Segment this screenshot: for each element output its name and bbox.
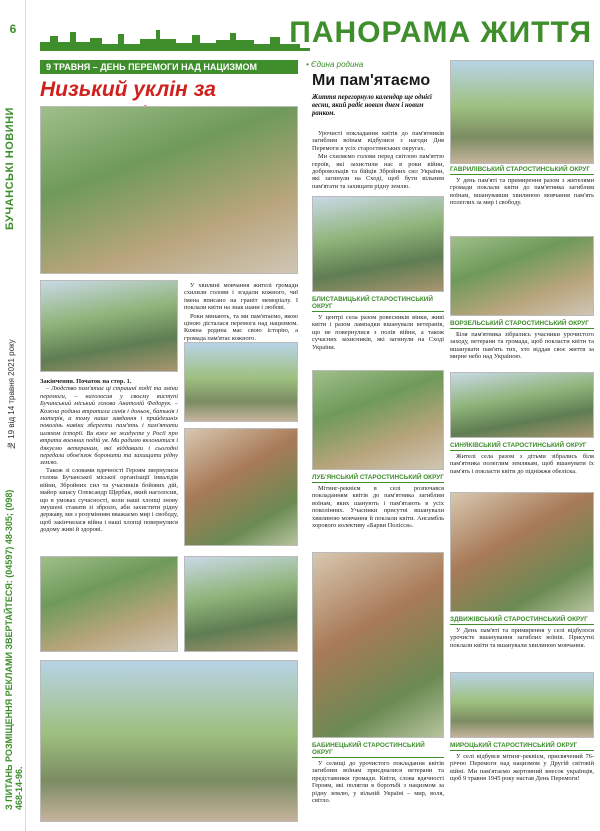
crowd-photo (40, 660, 298, 822)
myrotske-photo (450, 672, 594, 738)
section-heading: ЛУБ'ЯНСЬКИЙ СТАРОСТИНСЬКИЙ ОКРУГ (312, 474, 444, 481)
paragraph: Мітинг-реквієм в селі розпочався покладанням квітів до пам'ятника загиблим воїнам, яких шанують і пам'ятають в усіх поколіннях. Учасники присутні вшанували хвилиною мовчання й поклали квіти. Ансамбль хорового колективу «Барви Полісся». (312, 485, 444, 530)
article-headline: Низький уклін за (40, 78, 216, 101)
paragraph: У День пам'яті та примирення у селі відбулося урочисте вшанування загиблих воїнів. Присутні поклали квіти та вшанували хвилиною мовчання. (450, 627, 594, 649)
paragraph: У селищі до урочистого покладання квітів загиблим воїнам приєдналися ветерани та представники громади. Квіти, слова вдячності Героям, які полягли в боротьбі з нацизмом за рідну землю, у вільній Україні – мир, воля, світло. (312, 760, 444, 805)
memorial-photo (40, 106, 298, 274)
rubric: • Єдина родина (306, 60, 364, 69)
syniak-photo (450, 372, 594, 438)
section-band: 9 ТРАВНЯ – ДЕНЬ ПЕРЕМОГИ НАД НАЦИЗМОМ (40, 60, 298, 74)
speaker-photo (40, 280, 178, 372)
skyline-icon (40, 28, 300, 50)
paragraph: Також зі словами вдячності Героям звернулися голова Бучанської міської організації інвалідів війни, Збройних сил та учасників бойових дій, майор запасу Олександр Щербак, який наголосив, що в умовах сучасності, коли наші хлопці знову змушені ставати зі зброєю, аби захистити рідну державу, ми з розумінням вважаємо мир і свободу, щоб закінчилася війна і наші хлопці повернулися додому живі й здорові. (40, 466, 178, 534)
section-havrylivka (450, 166, 594, 207)
newspaper-title: БУЧАНСЬКІ НОВИНИ (4, 107, 16, 230)
vorzel-photo (450, 236, 594, 316)
paragraph: У хвилині мовчання жителі громади схилили голови і згадали кожного, чиї імена вписано на граніт меморіалу. І поклали квіти на знак шани і любові. (184, 282, 298, 312)
paragraph: У день пам'яті та примирення разом з жителями громади поклали квіти до пам'ятника загиблим воїнам, вшанувавши хвилиною мовчання пам'ять полеглих за мир і свободу. (450, 177, 594, 207)
article-lead: Життя перегорнуло календар ще однієї весни, який радіє новим днем і новим ранком. (312, 94, 432, 117)
section-zdvyzhivka (450, 616, 594, 649)
middle-intro (312, 130, 444, 190)
paragraph: Ми схиляємо голови перед світлою пам'яттю героїв, які захистили нас в роки війни, добровольців та бійців Збройних сил України, які загинули на Сході, щоб бути вільним пам'ятати та захищати рідну землю. (312, 153, 444, 190)
section-heading: БЛИСТАВИЦЬКИЙ СТАРОСТИНСЬКИЙ ОКРУГ (312, 296, 444, 312)
continuation-text (40, 378, 178, 534)
lubianka-photo (312, 370, 444, 470)
section-vorzel (450, 320, 594, 361)
section-heading: ЗДВИЖІВСЬКИЙ СТАРОСТИНСЬКИЙ ОКРУГ (450, 616, 594, 625)
havrylivka-photo (450, 60, 594, 164)
section-blystavytsia (312, 296, 444, 351)
monument-photo (184, 556, 298, 652)
blystavytsia-photo (312, 196, 444, 292)
paragraph: Урочисті покладання квітів до пам'ятників загиблим воїнам відбулися з нагоди Дня Перемоги в усіх старостинських округах. (312, 130, 444, 152)
section-heading: ГАВРИЛІВСЬКИЙ СТАРОСТИНСЬКИЙ ОКРУГ (450, 166, 594, 175)
section-heading: ВОРЗЕЛЬСЬКИЙ СТАРОСТИНСЬКИЙ ОКРУГ (450, 320, 594, 329)
section-lubianka (312, 474, 444, 529)
continuation-head: Закінчення. Початок на стор. 1. (40, 378, 132, 385)
article-headline-2: Ми пам'ятаємо (312, 72, 431, 89)
ads-contact: З ПИТАНЬ РОЗМІЩЕННЯ РЕКЛАМИ ЗВЕРТАЙТЕСЯ: (04597) 48-305; (098) 468-14-96. (4, 489, 24, 810)
paragraph: Роки минають, та ми пам'ятаємо, якою ціною дісталася перемога над нацизмом. Кожна родина має свою історію, а громада пам'ятає кожного. (184, 312, 298, 342)
section-syniak (450, 442, 594, 475)
section-heading: МИРОЦЬКИЙ СТАРОСТИНСЬКИЙ ОКРУГ (450, 742, 594, 751)
flowers-photo (40, 556, 178, 652)
issue-info: № 19 від 14 травня 2021 року (7, 339, 16, 450)
zdvyzhivka-photo (450, 492, 594, 612)
wreath-photo (184, 342, 298, 422)
page-title: ПАНОРАМА ЖИТТЯ (289, 16, 592, 49)
column-text-2 (184, 282, 298, 342)
section-myrotske (450, 742, 594, 783)
page-number: 6 (9, 22, 17, 36)
veterans-photo (184, 428, 298, 546)
babyntsi-photo (312, 552, 444, 738)
paragraph: Жителі села разом з дітьми зібрались біля пам'ятника полеглим землякам, щоб вшанувати їх пам'ять і покласти квіти до підніжжя обеліска. (450, 453, 594, 475)
section-babyntsi (312, 742, 444, 804)
quote-paragraph: – Людство пам'ятає ці страшні події та зміни перемоги, – наголосив у своєму виступі Бучанський міський голова Анатолій Федорук. – Кожна родина втратила синів і доньок, батьків і матерів, а тому наше завдання і прийдешніх поколінь навіки зберегти пам'ять і пам'ятати шляхом історії. Ви вже не жадуєте у Росії про втрати воєнних подій ув. Ми радимо вклонитися і дякуємо ветеранам, які віддавали і сьогодні передали обов'язок боронити та захищати рідну землю. (40, 385, 178, 467)
paragraph: У центрі села разом ровесників вінки, живі квіти і разом лампадки вшанували ветеранів, що не повернулися з полів війни, а також сучасних захисників, які загинули на Сході України. (312, 314, 444, 351)
paragraph: Біля пам'ятника зібрались учасники урочистого заходу, ветерани та громада, щоб покласти квіти та вшанувати пам'ять тих, хто віддав своє життя за мирне небо над Україною. (450, 331, 594, 361)
section-heading: СИНЯКІВСЬКИЙ СТАРОСТИНСЬКИЙ ОКРУГ (450, 442, 594, 451)
header-rule (40, 48, 310, 51)
section-heading: БАБИНЕЦЬКИЙ СТАРОСТИНСЬКИЙ ОКРУГ (312, 742, 444, 758)
paragraph: У селі відбувся мітинг-реквієм, присвячений 76-річчю Перемоги над нацизмом у Другій світовій війні. Ми пам'ятаємо жертовний внесок українців, щоб 9 травня 1945 року настав День Перемоги! (450, 753, 594, 783)
